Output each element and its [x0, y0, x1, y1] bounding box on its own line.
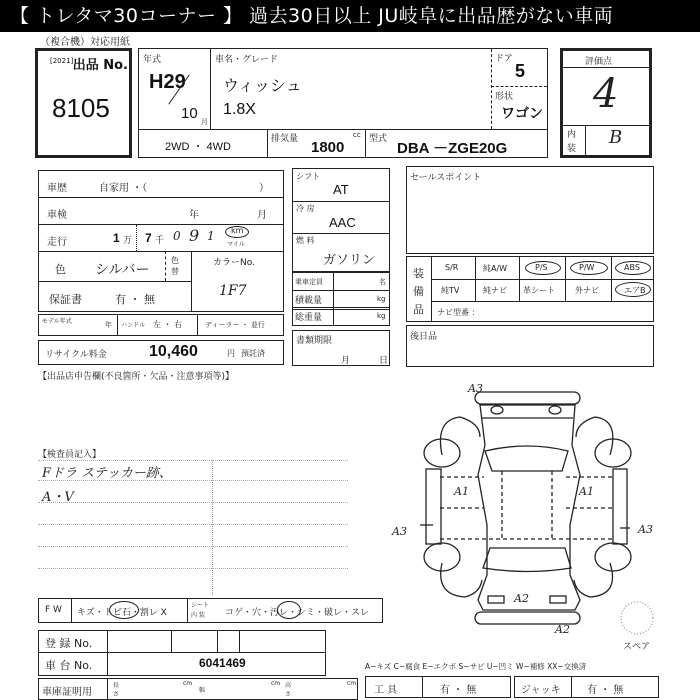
- lot-year: [2021]: [50, 57, 74, 65]
- equip-tv: 純TV: [441, 286, 460, 295]
- score-value: 4: [593, 71, 619, 117]
- shift-value: AT: [333, 182, 349, 197]
- form-note: （複合機）対応用紙: [40, 37, 130, 48]
- svg-text:A3: A3: [392, 525, 407, 538]
- inspector-note-2: A・V: [42, 490, 74, 505]
- drive-type: 2WD ・ 4WD: [165, 141, 231, 153]
- svg-text:A3: A3: [638, 523, 653, 536]
- body-type-label: 形状: [495, 92, 514, 102]
- doc-limit-box: 書類期限 月 日: [292, 330, 390, 366]
- info-table: 車歴 自家用 ・（ ） 車検 年 月 走行 1 万 7 千 0 9 1 km マイル 色 シルバー 色 替 カラーNo. 1F7 保証書 有 ・ 無: [38, 170, 284, 312]
- equip-airbag: エアB: [624, 286, 646, 295]
- lot-number: 8105: [52, 93, 110, 123]
- door-label: ドア: [495, 54, 513, 64]
- model-name: ウィッシュ: [223, 78, 302, 95]
- score-label: 評価点: [585, 57, 613, 67]
- inspector-note-1: Fドラ ステッカー跡、: [42, 466, 172, 481]
- interior-score: B: [609, 127, 623, 148]
- ac-value: AAC: [329, 215, 356, 230]
- displacement-label: 排気量: [271, 134, 299, 144]
- displacement-value: 1800: [311, 139, 345, 156]
- equip-abs: ABS: [624, 263, 640, 272]
- lot-label: 出品 No.: [72, 58, 128, 73]
- year-label: 年式: [143, 55, 162, 65]
- inspector-heading: 【検査員記入】: [38, 450, 102, 460]
- equip-leather: 革シート: [523, 286, 555, 295]
- model-code-value: DBA －ZGE20G: [397, 140, 508, 157]
- equip-sr: S/R: [445, 263, 459, 272]
- garage-row: 車庫証明用 長さ cm 幅 cm 高さ cm: [38, 678, 358, 700]
- year-value: H29: [149, 71, 186, 93]
- model-grade: 1.8X: [223, 101, 256, 118]
- recycle-row: リサイクル料金 10,460 円 預託済: [38, 340, 284, 365]
- body-type-value: ワゴン: [501, 106, 543, 122]
- seller-notes-heading: 【出品店申告欄(不良箇所・欠品・注意事項等)】: [38, 372, 235, 382]
- equip-pw: P/W: [579, 263, 595, 272]
- recycle-fee: 10,460: [149, 343, 198, 360]
- model-year-row: モデル年式 年 ハンドル 左 ・ 右 ディーラー ・ 並行: [38, 314, 284, 336]
- svg-text:A1: A1: [454, 485, 469, 498]
- spec-column: シフト AT 冷 房 AAC 燃 料 ガソリン: [292, 168, 390, 310]
- damage-legend: A−キズ C−腐食 E−エクボ S−サビ U−凹ミ W−補修 XX−交換済: [365, 662, 587, 671]
- jack-box: ジャッキ 有 ・ 無: [514, 676, 659, 698]
- model-label: 車名・グレード: [215, 55, 279, 65]
- later-items-box: 後日品: [406, 325, 654, 367]
- equip-navi: 純ナビ: [483, 286, 507, 295]
- model-code-label: 型式: [369, 134, 388, 144]
- km-unit: km: [231, 226, 244, 235]
- history-value: 自家用 ・（: [99, 183, 148, 194]
- svg-text:A2: A2: [514, 592, 529, 605]
- fuel-value: ガソリン: [323, 253, 376, 268]
- svg-text:A1: A1: [579, 485, 594, 498]
- chassis-number: 6041469: [199, 656, 246, 670]
- fw-row: F W キズ・トビ石・割レ X シート 内 装 コゲ・穴・汚レ・シミ・破レ・スレ: [38, 598, 383, 623]
- color-no: 1F7: [219, 283, 247, 299]
- registration-table: 登 録 No. 車 台 No. 6041469: [38, 630, 326, 676]
- year-month: 10: [181, 105, 198, 122]
- svg-text:A3: A3: [468, 382, 483, 395]
- score-box: 評価点 4 内 装 B: [560, 48, 652, 158]
- equip-aw: 純A/W: [483, 264, 508, 273]
- lot-box: [35, 48, 132, 158]
- spare-label: スペア: [623, 642, 651, 652]
- color-value: シルバー: [95, 262, 150, 278]
- tools-box: 工 具 有 ・ 無: [365, 676, 511, 698]
- sales-point-box: セールスポイント: [406, 166, 654, 254]
- banner: 【 トレタマ30コーナー 】 過去30日以上 JU岐阜に出品歴がない車両: [0, 0, 700, 32]
- svg-text:A2: A2: [555, 623, 570, 636]
- capacity-table: 乗車定員 名 積載量 kg 総重量 kg: [292, 272, 390, 326]
- equip-ps: P/S: [535, 263, 548, 272]
- car-damage-diagram: [380, 375, 700, 645]
- door-value: 5: [515, 61, 526, 81]
- equipment-box: 装 備 品 S/R 純A/W P/S P/W ABS 純TV 純ナビ 革シート 外ナビ エアB ナビ型番 ：: [406, 256, 654, 322]
- vehicle-header: 年式 H29 10 月 車名・グレード ウィッシュ 1.8X ドア 5 形状 ワゴン 2WD ・ 4WD 排気量 cc 1800 型式 DBA －ZGE20G: [138, 48, 548, 158]
- equip-ext-navi: 外ナビ: [575, 286, 599, 295]
